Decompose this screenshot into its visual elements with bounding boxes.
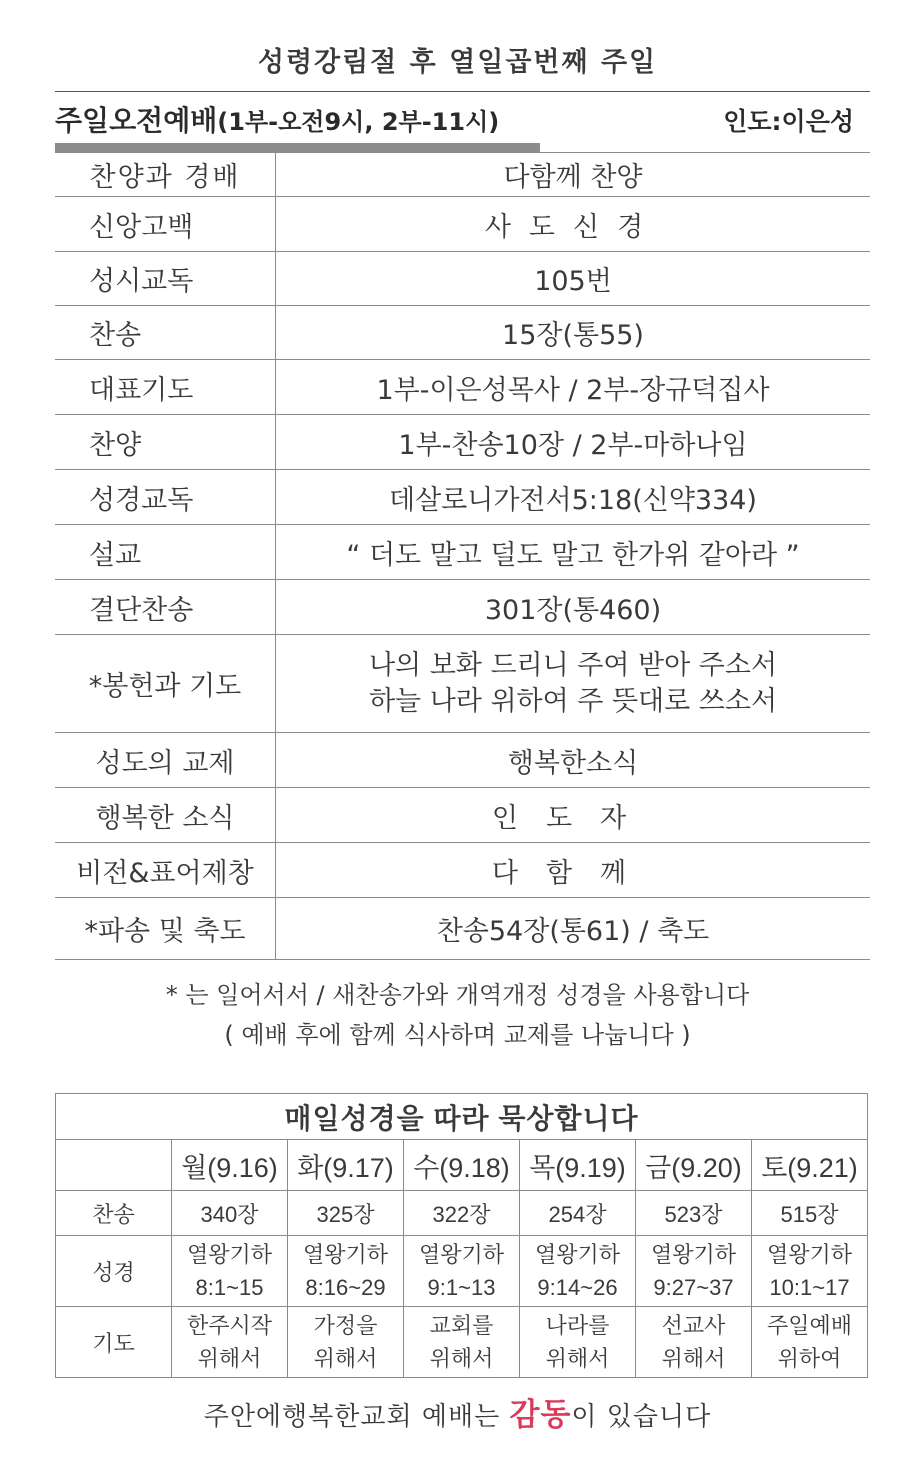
service-title: [55, 99, 499, 139]
order-value: 인도자: [276, 788, 871, 843]
day-header: 토(9.21): [752, 1140, 868, 1191]
order-label-text: 성경교독: [89, 484, 194, 516]
order-label-text: *파송 및 축도: [84, 916, 246, 947]
order-label: [55, 306, 276, 360]
order-label-text: 대표기도: [89, 374, 194, 406]
day-header: 화(9.17): [288, 1140, 404, 1191]
bible-cell: [636, 1236, 752, 1307]
prayer-row: [56, 1307, 868, 1378]
order-value: 다함께: [276, 843, 871, 898]
order-label: [55, 898, 276, 960]
lyrics-line-1: 나의 보화 드리니 주여 받아 주소서: [368, 649, 778, 681]
bible-cell: [172, 1236, 288, 1307]
order-label-text: 비전&표어제창: [76, 857, 254, 889]
bible-row: [56, 1236, 868, 1307]
service-name: 주일오전예배: [55, 104, 218, 137]
service-header: [55, 92, 870, 142]
bible-cell: [404, 1236, 520, 1307]
prayer-cell: [404, 1307, 520, 1378]
day-header: 월(9.16): [172, 1140, 288, 1191]
bible-cell: [288, 1236, 404, 1307]
prayer-topic: 선교사: [661, 1313, 726, 1338]
order-row: [55, 788, 870, 843]
hymn-cell: 515장: [752, 1191, 868, 1236]
order-label: [55, 788, 276, 843]
bible-cell: [752, 1236, 868, 1307]
row-label-hymn: 찬송: [56, 1191, 172, 1236]
order-label: [55, 470, 276, 525]
header-bar: [55, 143, 540, 152]
order-label-text: *봉헌과 기도: [88, 671, 242, 702]
prayer-topic: 한주시작: [186, 1313, 272, 1338]
order-label-text: 찬양과 경배: [89, 162, 241, 193]
order-label: [55, 843, 276, 898]
prayer-suffix: 위해서: [545, 1346, 610, 1371]
order-row: [55, 525, 870, 580]
reading-title: 매일성경을 따라 묵상합니다: [56, 1094, 868, 1140]
order-value: 1부-이은성목사 / 2부-장규덕집사: [276, 360, 871, 415]
daily-reading-table: [55, 1093, 868, 1378]
order-row: [55, 843, 870, 898]
order-value: 찬송54장(통61) / 축도: [276, 898, 871, 960]
day-header: 금(9.20): [636, 1140, 752, 1191]
order-value: 사도신경: [276, 197, 871, 252]
bible-book: 열왕기하: [418, 1242, 504, 1267]
order-row: [55, 360, 870, 415]
bible-verse: 8:16~29: [305, 1275, 386, 1300]
hymn-cell: 322장: [404, 1191, 520, 1236]
order-label-text: 결단찬송: [89, 594, 194, 626]
bible-book: 열왕기하: [534, 1242, 620, 1267]
prayer-cell: [288, 1307, 404, 1378]
footer-text-before: 주안에행복한교회 예배는: [203, 1402, 510, 1432]
order-row: [55, 580, 870, 635]
sermon-title: “ 더도 말고 덜도 말고 한가위 같아라 ”: [276, 525, 871, 580]
order-label: [55, 197, 276, 252]
order-row: [55, 898, 870, 960]
order-label-text: 성시교독: [89, 266, 194, 297]
footer-slogan: [0, 1389, 915, 1434]
hymn-cell: 340장: [172, 1191, 288, 1236]
bible-verse: 10:1~17: [769, 1275, 850, 1300]
order-row: [55, 252, 870, 306]
bible-verse: 8:1~15: [195, 1275, 264, 1300]
order-row: [55, 470, 870, 525]
order-label-text: 설교: [89, 539, 142, 571]
prayer-suffix: 위해서: [197, 1346, 262, 1371]
order-label-text: 성도의 교제: [95, 747, 235, 779]
order-label-text: 찬양: [89, 429, 142, 461]
order-label: [55, 252, 276, 306]
service-leader: 인도:이은성: [723, 107, 854, 136]
order-row: [55, 306, 870, 360]
order-label: [55, 360, 276, 415]
worship-order-table: [55, 152, 870, 960]
day-header: 목(9.19): [520, 1140, 636, 1191]
hymn-cell: 325장: [288, 1191, 404, 1236]
order-value: 다함께 찬양: [276, 153, 871, 197]
prayer-topic: 가정을: [313, 1313, 378, 1338]
note-line-1: * 는 일어서서 / 새찬송가와 개역개정 성경을 사용합니다: [165, 981, 750, 1009]
prayer-suffix: 위하여: [777, 1346, 842, 1371]
hymn-cell: 254장: [520, 1191, 636, 1236]
order-row: [55, 153, 870, 197]
prayer-topic: 주일예배: [766, 1313, 852, 1338]
prayer-topic: 나라를: [545, 1313, 610, 1338]
day-header: 수(9.18): [404, 1140, 520, 1191]
prayer-cell: [636, 1307, 752, 1378]
note-line-2: ( 예배 후에 함께 식사하며 교제를 나눕니다 ): [224, 1021, 691, 1049]
page-title: 성령강림절 후 열일곱번째 주일: [257, 47, 658, 78]
order-label: [55, 580, 276, 635]
order-value: 행복한소식: [276, 733, 871, 788]
order-label: [55, 153, 276, 197]
order-value: 데살로니가전서5:18(신약334): [276, 470, 871, 525]
bible-book: 열왕기하: [766, 1242, 852, 1267]
hymn-cell: 523장: [636, 1191, 752, 1236]
bible-verse: 9:14~26: [537, 1275, 618, 1300]
day-header-row: [56, 1140, 868, 1191]
order-label-text: 신앙고백: [89, 211, 194, 243]
order-label: [55, 525, 276, 580]
order-row: [55, 733, 870, 788]
bible-book: 열왕기하: [302, 1242, 388, 1267]
footer-accent: 감동: [509, 1397, 572, 1433]
bible-cell: [520, 1236, 636, 1307]
order-label: [55, 635, 276, 733]
prayer-suffix: 위해서: [661, 1346, 726, 1371]
row-label-bible: 성경: [56, 1236, 172, 1307]
bible-verse: 9:27~37: [653, 1275, 734, 1300]
order-row: [55, 415, 870, 470]
order-value: 105번: [276, 252, 871, 306]
row-label-prayer: 기도: [56, 1307, 172, 1378]
order-label: [55, 733, 276, 788]
prayer-cell: [752, 1307, 868, 1378]
order-label-text: 행복한 소식: [95, 802, 235, 834]
prayer-cell: [520, 1307, 636, 1378]
order-label-text: 찬송: [89, 320, 142, 351]
service-times: (1부-오전9시, 2부-11시): [217, 108, 500, 136]
prayer-suffix: 위해서: [313, 1346, 378, 1371]
prayer-cell: [172, 1307, 288, 1378]
offering-lyrics: [276, 635, 871, 733]
hymn-row: [56, 1191, 868, 1236]
footer-text-after: 이 있습니다: [571, 1402, 712, 1432]
bible-book: 열왕기하: [650, 1242, 736, 1267]
reading-title-row: [56, 1094, 868, 1140]
order-label: [55, 415, 276, 470]
bible-book: 열왕기하: [186, 1242, 272, 1267]
order-row: [55, 635, 870, 733]
corner-cell: [56, 1140, 172, 1191]
lyrics-line-2: 하늘 나라 위하여 주 뜻대로 쓰소서: [368, 685, 778, 717]
prayer-topic: 교회를: [429, 1313, 494, 1338]
prayer-suffix: 위해서: [429, 1346, 494, 1371]
notes: [0, 975, 915, 1055]
order-value: 301장(통460): [276, 580, 871, 635]
order-value: 1부-찬송10장 / 2부-마하나임: [276, 415, 871, 470]
order-value: 15장(통55): [276, 306, 871, 360]
order-row: [55, 197, 870, 252]
bible-verse: 9:1~13: [427, 1275, 496, 1300]
